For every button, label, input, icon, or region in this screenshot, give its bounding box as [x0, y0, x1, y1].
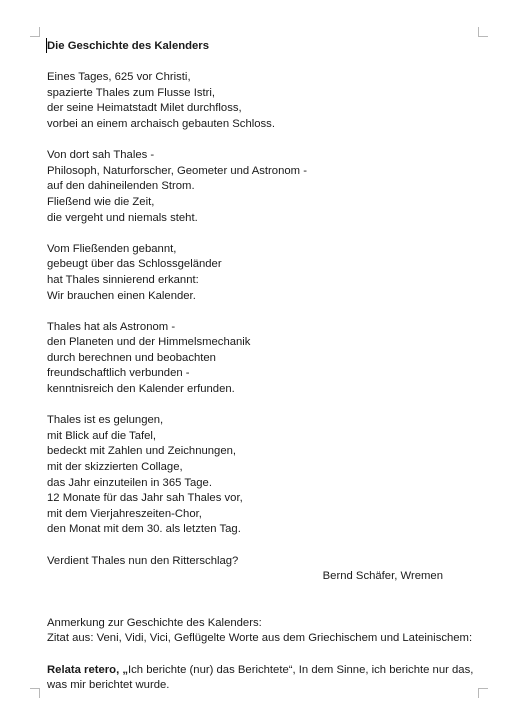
stanza-2 [47, 148, 487, 226]
stanza-6 [47, 554, 487, 585]
annotation-section [47, 616, 487, 647]
document-body[interactable] [47, 39, 487, 694]
poem-line: das Jahr einzuteilen in 365 Tage. [47, 476, 212, 489]
poem-line: 12 Monate für das Jahr sah Thales vor, [47, 492, 243, 505]
poem-line: kenntnisreich den Kalender erfunden. [47, 383, 235, 396]
note-heading: Anmerkung zur Geschichte des Kalenders: [47, 616, 262, 629]
poem-line: mit dem Vierjahreszeiten-Chor, [47, 507, 202, 520]
poem-line: mit Blick auf die Tafel, [47, 429, 157, 442]
stanza-5 [47, 413, 487, 538]
document-title: Die Geschichte des Kalenders [47, 40, 209, 52]
stanza-1 [47, 70, 487, 132]
poem-line: Fließend wie die Zeit, [47, 195, 155, 208]
relata-line-1 [47, 663, 487, 679]
poem-line: den Monat mit dem 30. als letzten Tag. [47, 523, 241, 536]
poem-line: die vergeht und niemals steht. [47, 211, 198, 224]
crop-mark-top-right [478, 27, 488, 37]
relata-bold-phrase: Relata retero, „ [47, 663, 128, 676]
poem-line: spazierte Thales zum Flusse Istri, [47, 86, 216, 99]
poem-line: vorbei an einem archaisch gebauten Schloss. [47, 117, 275, 130]
relata-text: Ich berichte (nur) das Berichtete“, In dem Sinne, ich berichte nur das, [128, 663, 474, 676]
poem-line: Thales hat als Astronom - [47, 320, 176, 333]
crop-mark-bottom-left [30, 688, 40, 698]
poem-line: Wir brauchen einen Kalender. [47, 289, 196, 302]
poem-line: Eines Tages, 625 vor Christi, [47, 71, 191, 84]
poem-line: durch berechnen und beobachten [47, 351, 216, 364]
poem-line: den Planeten und der Himmelsmechanik [47, 336, 251, 349]
relata-paragraph [47, 663, 487, 694]
poem-line: Von dort sah Thales - [47, 149, 155, 162]
poem-line: freundschaftlich verbunden - [47, 367, 190, 380]
poem-line: hat Thales sinnierend erkannt: [47, 273, 199, 286]
stanza-3 [47, 242, 487, 304]
poem-line: bedeckt mit Zahlen und Zeichnungen, [47, 445, 237, 458]
relata-line-2: was mir berichtet wurde. [47, 679, 170, 692]
note-quote: Zitat aus: Veni, Vidi, Vici, Geflügelte Worte aus dem Griechischem und Lateinischem: [47, 632, 473, 645]
poem-line: Vom Fließenden gebannt, [47, 242, 177, 255]
poem-line: Verdient Thales nun den Ritterschlag? [47, 554, 239, 567]
poem-line: gebeugt über das Schlossgeländer [47, 258, 222, 271]
poem-line: Philosoph, Naturforscher, Geometer und Astronom - [47, 164, 307, 177]
signature: Bernd Schäfer, Wremen [322, 570, 443, 583]
crop-mark-top-left [30, 27, 40, 37]
poem-line: Thales ist es gelungen, [47, 414, 164, 427]
stanza-4 [47, 320, 487, 398]
poem-line: auf den dahineilenden Strom. [47, 180, 195, 193]
poem-line: mit der skizzierten Collage, [47, 461, 183, 474]
poem-line: der seine Heimatstadt Milet durchfloss, [47, 102, 242, 115]
